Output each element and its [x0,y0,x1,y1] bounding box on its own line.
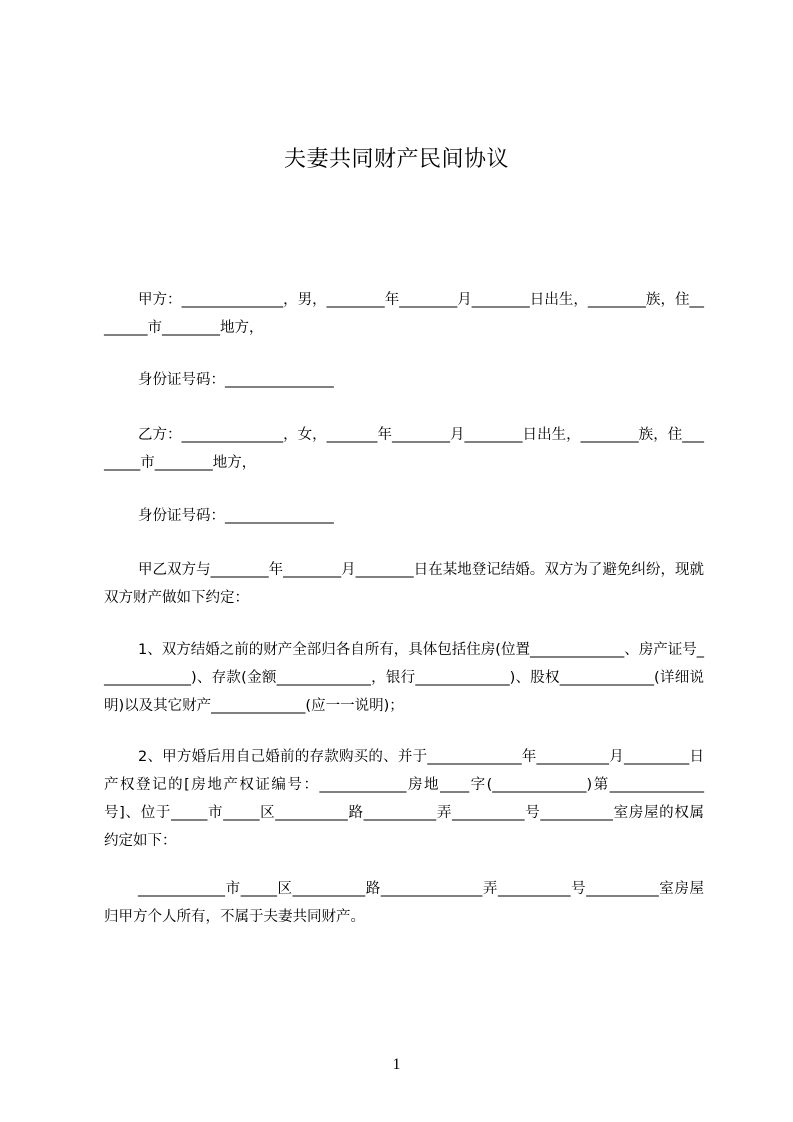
page-number: 1 [392,1056,401,1073]
clause-1-paragraph: 1、双方结婚之前的财产全部归各自所有，具体包括住房(位置_____________、房产证号_____________)、存款(金额_____________，银行_____________)、股权_____________(详细说明)以及其它财产_____________(应一一说明)； [104,642,704,714]
intro-paragraph: 甲乙双方与________年________月________日在某地登记结婚。双方为了避免纠纷，现就双方财产做如下约定： [104,562,704,606]
document-title: 夫妻共同财产民间协议 [283,147,509,172]
clause-2-detail-paragraph: ____________市_____区__________路______________弄__________号__________室房屋归甲方个人所有，不属于夫妻共同财产。 [104,881,704,925]
party-a-id-line: 身份证号码：_______________ [138,372,334,388]
party-b-id-line: 身份证号码：_______________ [138,508,334,524]
party-a-paragraph: 甲方：______________，男，________年________月________日出生，________族，住________市________地方， [104,292,704,336]
party-b-paragraph: 乙方：______________，女，_______年________月________日出生，________族，住________市________地方， [104,427,704,471]
clause-2-paragraph: 2、甲方婚后用自己婚前的存款购买的、并于_____________年__________月_________日产权登记的[房地产权证编号：____________房地____字(_____________)第_____________号]、位于_____市_____区__________路__________弄__________号__________室房屋的权属约定如下： [104,749,704,849]
